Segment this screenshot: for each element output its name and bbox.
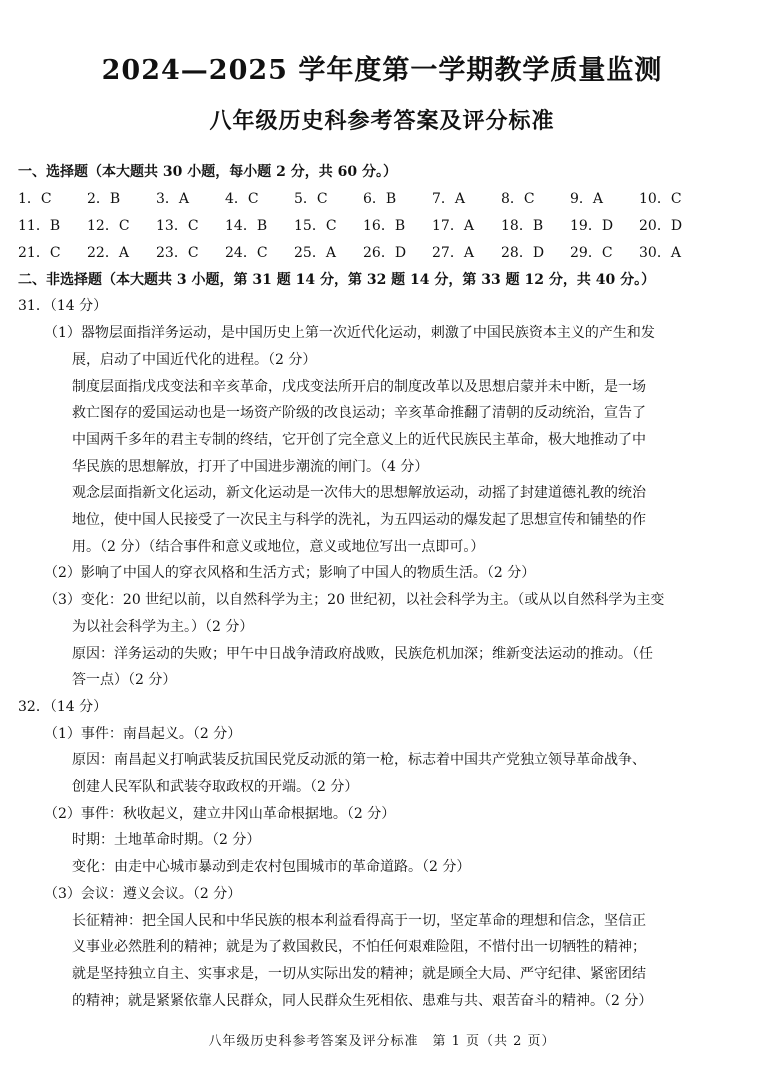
answer-item: 19．D: [570, 217, 614, 234]
answer-item: 24．C: [225, 244, 268, 261]
q31-p4: （2）影响了中国人的穿衣风格和生活方式；影响了中国人的物质生活。（2 分）: [44, 565, 536, 582]
answer-item: 16．B: [363, 217, 406, 234]
answer-content: [18, 159, 748, 1014]
answer-item: 5．C: [294, 190, 328, 207]
q31-p1b: 展，启动了中国近代化的进程。（2 分）: [72, 351, 317, 368]
answer-item: 28．D: [501, 244, 545, 261]
answer-item: 20．D: [639, 217, 683, 234]
q31-p3c: 用。（2 分）（结合事件和意义或地位，意义或地位写出一点即可。）: [72, 538, 485, 555]
q32-p7d: 的精神；就是紧紧依靠人民群众，同人民群众生死相依、患难与共、艰苦奋斗的精神。（2 分）: [72, 992, 653, 1009]
answer-item: 2．B: [87, 190, 121, 207]
section1-heading: 一、选择题（本大题共 30 小题，每小题 2 分，共 60 分。）: [18, 164, 397, 180]
q31-p1a: （1）器物层面指洋务运动，是中国历史上第一次近代化运动，刺激了中国民族资本主义的产生和发: [44, 325, 655, 342]
q32-label: 32．（14 分）: [18, 698, 108, 715]
answer-item: 3．A: [156, 190, 190, 207]
q31-p6b: 答一点）（2 分）: [72, 672, 177, 689]
answer-item: 30．A: [639, 244, 681, 261]
q31-p5b: 为以社会科学为主。）（2 分）: [72, 618, 254, 635]
q31-p2d: 华民族的思想解放，打开了中国进步潮流的闸门。（4 分）: [72, 458, 429, 475]
q31-label: 31．（14 分）: [18, 298, 108, 315]
answer-item: 22．A: [87, 244, 129, 261]
q31-p6a: 原因：洋务运动的失败；甲午中日战争清政府战败，民族危机加深；维新变法运动的推动。（任: [72, 645, 653, 662]
answer-item: 11．B: [18, 217, 61, 234]
answer-item: 1．C: [18, 190, 52, 207]
q31-p5a: （3）变化：20 世纪以前，以自然科学为主；20 世纪初，以社会科学为主。（或从以自然科学为主变: [44, 592, 665, 609]
answer-row: [18, 213, 748, 240]
answer-row: [18, 186, 748, 213]
section2-heading: 二、非选择题（本大题共 3 小题，第 31 题 14 分，第 32 题 14 分，第 33 题 12 分，共 40 分。）: [18, 271, 656, 288]
answer-item: 7．A: [432, 190, 466, 207]
q31-p2c: 中国两千多年的君主专制的终结，它开创了完全意义上的近代民族民主革命，极大地推动了中: [72, 431, 646, 448]
q31-p2a: 制度层面指戊戌变法和辛亥革命，戊戌变法所开启的制度改革以及思想启蒙并未中断，是一场: [72, 378, 646, 395]
q31-p3a: 观念层面指新文化运动，新文化运动是一次伟大的思想解放运动，动摇了封建道德礼教的统治: [72, 485, 646, 502]
q32-p7c: 就是坚持独立自主、实事求是，一切从实际出发的精神；就是顾全大局、严守纪律、紧密团结: [72, 965, 646, 982]
answer-row: [18, 240, 748, 267]
q32-p2b: 创建人民军队和武装夺取政权的开端。（2 分）: [72, 779, 359, 796]
q32-p4: 时期：土地革命时期。（2 分）: [72, 832, 261, 849]
page-subtitle: 八年级历史科参考答案及评分标准: [209, 108, 555, 134]
answer-item: 25．A: [294, 244, 336, 261]
answer-item: 18．B: [501, 217, 544, 234]
q31-p3b: 地位，使中国人民接受了一次民主与科学的洗礼，为五四运动的爆发起了思想宣传和铺垫的作: [72, 512, 646, 529]
answer-item: 27．A: [432, 244, 474, 261]
answer-item: 15．C: [294, 217, 337, 234]
answer-item: 9．A: [570, 190, 604, 207]
q32-p2a: 原因：南昌起义打响武装反抗国民党反动派的第一枪，标志着中国共产党独立领导革命战争、: [72, 752, 646, 769]
q32-p7a: 长征精神：把全国人民和中华民族的根本利益看得高于一切，坚定革命的理想和信念，坚信正: [72, 912, 646, 929]
answer-item: 10．C: [639, 190, 682, 207]
answer-item: 4．C: [225, 190, 259, 207]
answer-item: 13．C: [156, 217, 199, 234]
page-title: 2024—2025 学年度第一学期教学质量监测: [101, 55, 663, 86]
answer-item: 29．C: [570, 244, 613, 261]
answer-item: 26．D: [363, 244, 407, 261]
q32-p5: 变化：由走中心城市暴动到走农村包围城市的革命道路。（2 分）: [72, 859, 471, 876]
answer-item: 23．C: [156, 244, 199, 261]
answer-grid: [18, 186, 748, 267]
answer-item: 17．A: [432, 217, 474, 234]
q32-p1: （1）事件：南昌起义。（2 分）: [44, 725, 242, 742]
answer-item: 12．C: [87, 217, 130, 234]
q32-p3: （2）事件：秋收起义，建立井冈山革命根据地。（2 分）: [44, 805, 396, 822]
q32-p7b: 义事业必然胜利的精神；就是为了救国救民，不怕任何艰难险阻，不惜付出一切牺牲的精神；: [72, 939, 646, 956]
answer-item: 14．B: [225, 217, 268, 234]
answer-item: 8．C: [501, 190, 535, 207]
answer-item: 21．C: [18, 244, 61, 261]
q32-p6: （3）会议：遵义会议。（2 分）: [44, 885, 242, 902]
q31-p2b: 救亡图存的爱国运动也是一场资产阶级的改良运动；辛亥革命推翻了清朝的反动统治，宣告了: [72, 405, 646, 422]
page-footer: 八年级历史科参考答案及评分标准 第 1 页（共 2 页）: [208, 1034, 556, 1049]
answer-item: 6．B: [363, 190, 397, 207]
